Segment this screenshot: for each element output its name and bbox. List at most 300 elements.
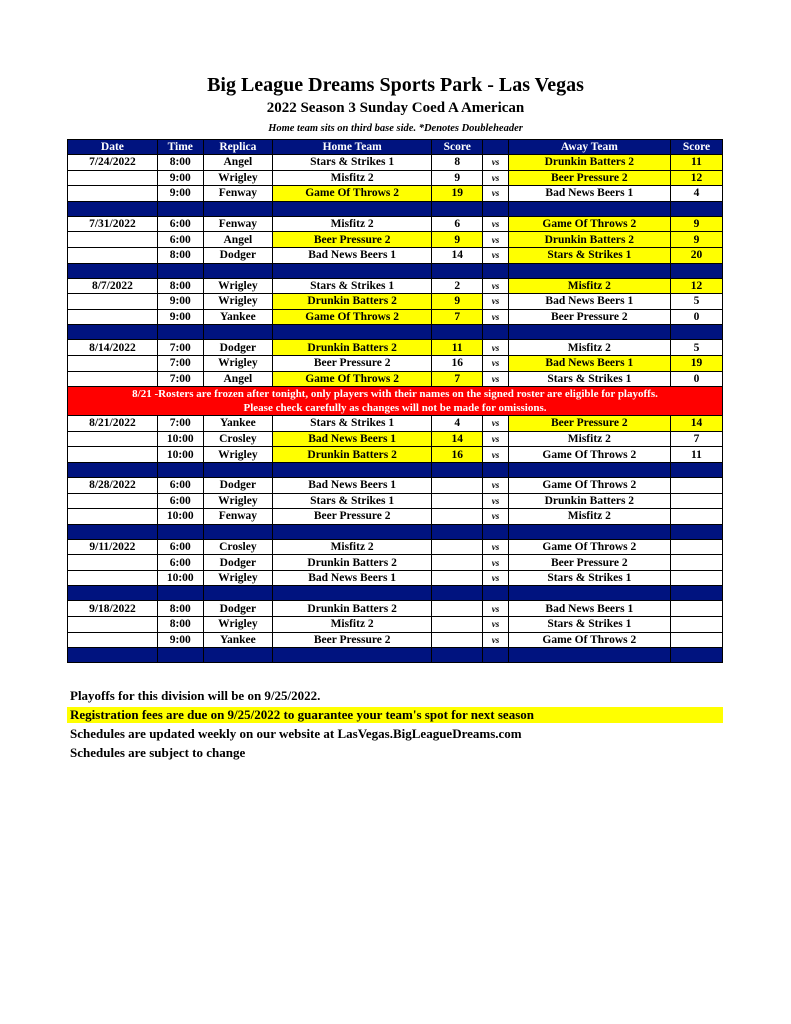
away-team: Bad News Beers 1 <box>508 355 670 371</box>
game-time: 10:00 <box>157 570 203 586</box>
game-date <box>68 355 158 371</box>
table-header-row <box>68 140 723 155</box>
home-score <box>432 509 483 525</box>
separator-cell <box>432 263 483 278</box>
game-time: 6:00 <box>157 477 203 493</box>
game-row <box>68 371 723 387</box>
home-team: Game Of Throws 2 <box>273 186 432 202</box>
home-team: Misfitz 2 <box>273 539 432 555</box>
separator-cell <box>273 648 432 663</box>
home-team: Stars & Strikes 1 <box>273 278 432 294</box>
vs-label: vs <box>483 555 509 571</box>
home-score: 14 <box>432 431 483 447</box>
away-score: 5 <box>670 294 722 310</box>
home-score <box>432 632 483 648</box>
home-team: Bad News Beers 1 <box>273 431 432 447</box>
away-team: Misfitz 2 <box>508 509 670 525</box>
home-team: Misfitz 2 <box>273 617 432 633</box>
home-team: Beer Pressure 2 <box>273 232 432 248</box>
field-replica: Dodger <box>203 340 272 356</box>
game-time: 10:00 <box>157 447 203 463</box>
game-date <box>68 186 158 202</box>
separator-cell <box>508 586 670 601</box>
home-score: 9 <box>432 294 483 310</box>
website-note: Schedules are updated weekly on our website at LasVegas.BigLeagueDreams.com <box>70 726 522 741</box>
game-date <box>68 509 158 525</box>
home-score <box>432 601 483 617</box>
separator-cell <box>68 201 158 216</box>
separator-cell <box>157 648 203 663</box>
separator-cell <box>203 586 272 601</box>
column-header-home-score: Score <box>432 140 483 155</box>
field-replica: Fenway <box>203 216 272 232</box>
away-team: Game Of Throws 2 <box>508 216 670 232</box>
away-team: Stars & Strikes 1 <box>508 570 670 586</box>
field-replica: Yankee <box>203 309 272 325</box>
separator-cell <box>432 462 483 477</box>
away-team: Stars & Strikes 1 <box>508 617 670 633</box>
game-date: 9/11/2022 <box>68 539 158 555</box>
home-team: Drunkin Batters 2 <box>273 447 432 463</box>
away-score: 12 <box>670 170 722 186</box>
game-date <box>68 431 158 447</box>
home-team: Game Of Throws 2 <box>273 309 432 325</box>
separator-cell <box>432 586 483 601</box>
field-replica: Wrigley <box>203 493 272 509</box>
away-score <box>670 555 722 571</box>
week-separator-row <box>68 201 723 216</box>
game-time: 6:00 <box>157 539 203 555</box>
field-replica: Wrigley <box>203 294 272 310</box>
home-team: Stars & Strikes 1 <box>273 155 432 171</box>
separator-cell <box>273 263 432 278</box>
away-score: 11 <box>670 447 722 463</box>
away-team: Drunkin Batters 2 <box>508 493 670 509</box>
field-replica: Dodger <box>203 247 272 263</box>
separator-cell <box>483 648 509 663</box>
field-replica: Wrigley <box>203 447 272 463</box>
away-score: 0 <box>670 309 722 325</box>
field-replica: Dodger <box>203 601 272 617</box>
home-team: Beer Pressure 2 <box>273 509 432 525</box>
game-time: 8:00 <box>157 617 203 633</box>
game-date: 8/14/2022 <box>68 340 158 356</box>
game-row <box>68 570 723 586</box>
home-score: 9 <box>432 232 483 248</box>
away-team: Bad News Beers 1 <box>508 601 670 617</box>
game-row <box>68 539 723 555</box>
home-score: 19 <box>432 186 483 202</box>
field-replica: Wrigley <box>203 278 272 294</box>
game-time: 8:00 <box>157 278 203 294</box>
away-score <box>670 601 722 617</box>
column-header-vs <box>483 140 509 155</box>
game-row <box>68 632 723 648</box>
separator-cell <box>508 462 670 477</box>
field-replica: Yankee <box>203 416 272 432</box>
field-replica: Angel <box>203 155 272 171</box>
away-team: Misfitz 2 <box>508 278 670 294</box>
separator-cell <box>68 524 158 539</box>
field-replica: Wrigley <box>203 355 272 371</box>
home-team: Misfitz 2 <box>273 170 432 186</box>
game-row <box>68 216 723 232</box>
game-row <box>68 555 723 571</box>
column-header-time: Time <box>157 140 203 155</box>
away-team: Bad News Beers 1 <box>508 294 670 310</box>
home-score: 16 <box>432 447 483 463</box>
home-score: 7 <box>432 371 483 387</box>
game-time: 10:00 <box>157 431 203 447</box>
field-replica: Wrigley <box>203 570 272 586</box>
game-date <box>68 617 158 633</box>
separator-cell <box>670 263 722 278</box>
away-score <box>670 493 722 509</box>
vs-label: vs <box>483 355 509 371</box>
separator-cell <box>68 462 158 477</box>
separator-cell <box>483 462 509 477</box>
away-score: 12 <box>670 278 722 294</box>
separator-cell <box>68 586 158 601</box>
game-date <box>68 170 158 186</box>
vs-label: vs <box>483 416 509 432</box>
vs-label: vs <box>483 617 509 633</box>
roster-notice-row <box>68 387 723 416</box>
home-team: Bad News Beers 1 <box>273 477 432 493</box>
game-date: 8/28/2022 <box>68 477 158 493</box>
separator-cell <box>273 524 432 539</box>
field-replica: Angel <box>203 371 272 387</box>
game-time: 7:00 <box>157 340 203 356</box>
game-row <box>68 477 723 493</box>
game-date: 8/7/2022 <box>68 278 158 294</box>
vs-label: vs <box>483 155 509 171</box>
home-score <box>432 570 483 586</box>
game-time: 7:00 <box>157 371 203 387</box>
separator-cell <box>508 325 670 340</box>
separator-cell <box>483 586 509 601</box>
separator-cell <box>483 201 509 216</box>
vs-label: vs <box>483 294 509 310</box>
separator-cell <box>273 462 432 477</box>
game-time: 8:00 <box>157 247 203 263</box>
schedule-table <box>67 139 723 663</box>
separator-cell <box>670 462 722 477</box>
game-date <box>68 555 158 571</box>
away-score: 14 <box>670 416 722 432</box>
separator-cell <box>432 201 483 216</box>
game-time: 6:00 <box>157 232 203 248</box>
away-score: 9 <box>670 216 722 232</box>
away-score: 4 <box>670 186 722 202</box>
column-header-date: Date <box>68 140 158 155</box>
field-replica: Fenway <box>203 186 272 202</box>
field-replica: Fenway <box>203 509 272 525</box>
game-time: 7:00 <box>157 416 203 432</box>
separator-cell <box>483 325 509 340</box>
game-date: 7/24/2022 <box>68 155 158 171</box>
column-header-away-team: Away Team <box>508 140 670 155</box>
game-row <box>68 170 723 186</box>
vs-label: vs <box>483 247 509 263</box>
game-row <box>68 601 723 617</box>
game-time: 9:00 <box>157 186 203 202</box>
separator-cell <box>483 524 509 539</box>
away-team: Stars & Strikes 1 <box>508 247 670 263</box>
game-time: 8:00 <box>157 601 203 617</box>
game-time: 9:00 <box>157 294 203 310</box>
registration-note: Registration fees are due on 9/25/2022 to guarantee your team's spot for next season <box>67 707 723 723</box>
game-row <box>68 493 723 509</box>
week-separator-row <box>68 648 723 663</box>
vs-label: vs <box>483 232 509 248</box>
separator-cell <box>203 325 272 340</box>
game-time: 10:00 <box>157 509 203 525</box>
vs-label: vs <box>483 539 509 555</box>
game-date: 7/31/2022 <box>68 216 158 232</box>
game-row <box>68 278 723 294</box>
game-time: 6:00 <box>157 555 203 571</box>
home-team: Drunkin Batters 2 <box>273 555 432 571</box>
separator-cell <box>273 325 432 340</box>
game-date <box>68 447 158 463</box>
vs-label: vs <box>483 509 509 525</box>
separator-cell <box>203 648 272 663</box>
game-time: 9:00 <box>157 309 203 325</box>
vs-label: vs <box>483 278 509 294</box>
home-score: 8 <box>432 155 483 171</box>
away-team: Beer Pressure 2 <box>508 555 670 571</box>
away-team: Beer Pressure 2 <box>508 416 670 432</box>
field-replica: Wrigley <box>203 170 272 186</box>
away-score: 7 <box>670 431 722 447</box>
week-separator-row <box>68 263 723 278</box>
game-row <box>68 617 723 633</box>
home-score <box>432 477 483 493</box>
vs-label: vs <box>483 340 509 356</box>
separator-cell <box>670 586 722 601</box>
separator-cell <box>203 201 272 216</box>
home-score: 4 <box>432 416 483 432</box>
game-row <box>68 447 723 463</box>
home-score <box>432 493 483 509</box>
separator-cell <box>432 325 483 340</box>
seating-note: Home team sits on third base side. *Denotes Doubleheader <box>268 123 523 134</box>
away-team: Beer Pressure 2 <box>508 170 670 186</box>
separator-cell <box>157 201 203 216</box>
field-replica: Crosley <box>203 539 272 555</box>
week-separator-row <box>68 462 723 477</box>
home-team: Bad News Beers 1 <box>273 247 432 263</box>
separator-cell <box>508 201 670 216</box>
game-date <box>68 247 158 263</box>
playoffs-note: Playoffs for this division will be on 9/25/2022. <box>70 688 321 703</box>
game-row <box>68 186 723 202</box>
separator-cell <box>273 586 432 601</box>
separator-cell <box>508 263 670 278</box>
away-score: 0 <box>670 371 722 387</box>
vs-label: vs <box>483 632 509 648</box>
game-time: 7:00 <box>157 355 203 371</box>
week-separator-row <box>68 524 723 539</box>
vs-label: vs <box>483 493 509 509</box>
game-row <box>68 340 723 356</box>
field-replica: Dodger <box>203 477 272 493</box>
home-score: 14 <box>432 247 483 263</box>
home-score: 2 <box>432 278 483 294</box>
column-header-home-team: Home Team <box>273 140 432 155</box>
home-score <box>432 555 483 571</box>
field-replica: Angel <box>203 232 272 248</box>
away-team: Bad News Beers 1 <box>508 186 670 202</box>
schedule-body <box>68 155 723 663</box>
separator-cell <box>203 524 272 539</box>
game-row <box>68 294 723 310</box>
game-date <box>68 632 158 648</box>
game-row <box>68 232 723 248</box>
home-score: 16 <box>432 355 483 371</box>
home-team: Drunkin Batters 2 <box>273 601 432 617</box>
field-replica: Wrigley <box>203 617 272 633</box>
game-time: 9:00 <box>157 170 203 186</box>
vs-label: vs <box>483 371 509 387</box>
page-subtitle: 2022 Season 3 Sunday Coed A American <box>266 100 525 116</box>
home-team: Bad News Beers 1 <box>273 570 432 586</box>
home-team: Drunkin Batters 2 <box>273 294 432 310</box>
game-time: 6:00 <box>157 216 203 232</box>
home-score: 11 <box>432 340 483 356</box>
away-score <box>670 539 722 555</box>
field-replica: Yankee <box>203 632 272 648</box>
vs-label: vs <box>483 447 509 463</box>
away-score: 5 <box>670 340 722 356</box>
subject-to-change-note: Schedules are subject to change <box>70 745 246 760</box>
game-row <box>68 247 723 263</box>
separator-cell <box>273 201 432 216</box>
separator-cell <box>670 524 722 539</box>
game-row <box>68 416 723 432</box>
roster-notice-line: Please check carefully as changes will not be made for omissions. <box>243 402 547 415</box>
separator-cell <box>508 524 670 539</box>
home-score: 7 <box>432 309 483 325</box>
game-date <box>68 570 158 586</box>
home-team: Drunkin Batters 2 <box>273 340 432 356</box>
vs-label: vs <box>483 186 509 202</box>
roster-notice-line: 8/21 -Rosters are frozen after tonight, only players with their names on the signed roster are eligible for playoffs. <box>132 388 658 401</box>
vs-label: vs <box>483 309 509 325</box>
week-separator-row <box>68 586 723 601</box>
separator-cell <box>68 648 158 663</box>
game-date <box>68 294 158 310</box>
away-team: Misfitz 2 <box>508 431 670 447</box>
home-team: Misfitz 2 <box>273 216 432 232</box>
away-score: 11 <box>670 155 722 171</box>
game-row <box>68 355 723 371</box>
away-team: Drunkin Batters 2 <box>508 155 670 171</box>
away-score: 9 <box>670 232 722 248</box>
away-team: Game Of Throws 2 <box>508 539 670 555</box>
page-title: Big League Dreams Sports Park - Las Vegas <box>207 74 584 96</box>
home-score: 9 <box>432 170 483 186</box>
game-row <box>68 431 723 447</box>
home-team: Beer Pressure 2 <box>273 632 432 648</box>
game-row <box>68 309 723 325</box>
away-score <box>670 632 722 648</box>
separator-cell <box>68 263 158 278</box>
away-score <box>670 617 722 633</box>
game-date <box>68 309 158 325</box>
home-team: Stars & Strikes 1 <box>273 416 432 432</box>
separator-cell <box>203 462 272 477</box>
away-score <box>670 509 722 525</box>
game-row <box>68 509 723 525</box>
vs-label: vs <box>483 170 509 186</box>
game-date <box>68 371 158 387</box>
separator-cell <box>670 648 722 663</box>
separator-cell <box>157 462 203 477</box>
separator-cell <box>203 263 272 278</box>
separator-cell <box>432 648 483 663</box>
vs-label: vs <box>483 216 509 232</box>
separator-cell <box>157 263 203 278</box>
away-team: Stars & Strikes 1 <box>508 371 670 387</box>
column-header-away-score: Score <box>670 140 722 155</box>
separator-cell <box>483 263 509 278</box>
away-team: Beer Pressure 2 <box>508 309 670 325</box>
game-time: 9:00 <box>157 632 203 648</box>
away-score <box>670 570 722 586</box>
away-score: 20 <box>670 247 722 263</box>
away-team: Misfitz 2 <box>508 340 670 356</box>
game-time: 6:00 <box>157 493 203 509</box>
home-score <box>432 617 483 633</box>
away-team: Game Of Throws 2 <box>508 447 670 463</box>
game-date <box>68 232 158 248</box>
separator-cell <box>68 325 158 340</box>
separator-cell <box>157 325 203 340</box>
field-replica: Dodger <box>203 555 272 571</box>
game-row <box>68 155 723 171</box>
game-date <box>68 493 158 509</box>
home-score <box>432 539 483 555</box>
game-time: 8:00 <box>157 155 203 171</box>
home-team: Stars & Strikes 1 <box>273 493 432 509</box>
home-team: Beer Pressure 2 <box>273 355 432 371</box>
away-team: Game Of Throws 2 <box>508 632 670 648</box>
game-date: 8/21/2022 <box>68 416 158 432</box>
vs-label: vs <box>483 431 509 447</box>
home-team: Game Of Throws 2 <box>273 371 432 387</box>
separator-cell <box>157 524 203 539</box>
vs-label: vs <box>483 601 509 617</box>
column-header-replica: Replica <box>203 140 272 155</box>
separator-cell <box>508 648 670 663</box>
separator-cell <box>432 524 483 539</box>
roster-notice <box>68 387 723 416</box>
separator-cell <box>670 201 722 216</box>
separator-cell <box>157 586 203 601</box>
away-team: Drunkin Batters 2 <box>508 232 670 248</box>
away-score <box>670 477 722 493</box>
week-separator-row <box>68 325 723 340</box>
away-score: 19 <box>670 355 722 371</box>
vs-label: vs <box>483 477 509 493</box>
vs-label: vs <box>483 570 509 586</box>
home-score: 6 <box>432 216 483 232</box>
away-team: Game Of Throws 2 <box>508 477 670 493</box>
separator-cell <box>670 325 722 340</box>
field-replica: Crosley <box>203 431 272 447</box>
